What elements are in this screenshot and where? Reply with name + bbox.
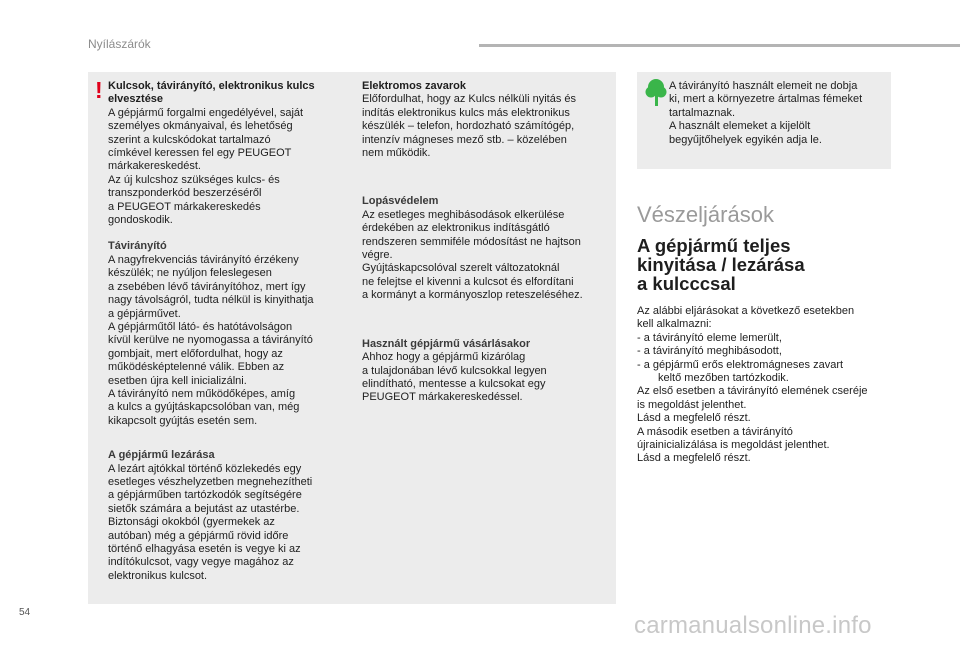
header-rule xyxy=(479,44,960,47)
environment-text-block xyxy=(669,80,887,147)
used-vehicle-heading: Használt gépjármű vásárlásakor xyxy=(362,337,531,350)
electrical-interference-text: Előfordulhat, hogy az Kulcs nélküli nyitás és indítás elektronikus kulcs más elektronikus készülék – telefon, hordozható számítógép, intenzív mágneses mező stb. – közelében nem működik. xyxy=(362,93,577,160)
antitheft-text: Az esetleges meghibásodások elkerülése érdekében az elektronikus indításgátló rendszeren semmiféle módosítást ne hajtson végre. Gyújtáskapcsolóval szerelt változatoknál ne felejtse el kivenni a kulcsot és elfordítani a kormányt a kormányoszlop reteszeléséhez. xyxy=(362,208,583,302)
leaf-icon xyxy=(645,78,667,106)
emergency-intro: Az alábbi eljárásokat a következő esetekben kell alkalmazni: xyxy=(637,305,855,331)
lost-keys-text: A gépjármű forgalmi engedélyével, saját személyes okmányaival, és lehetőség szerint a kulcskódokat tartalmazó címkével keressen fel egy PEUGEOT márkakereskedést. Az új kulcshoz szükséges kulcs- és transzponderkód beszerzéséről a PEUGEOT márkakereskedés gondoskodik. xyxy=(108,106,304,227)
emergency-item-3: - a gépjármű erős elektromágneses zavart keltő mezőben tartózkodik. xyxy=(637,358,844,385)
antitheft-heading: Lopásvédelem xyxy=(362,195,439,208)
remote-heading: Távirányító xyxy=(108,240,167,253)
remote-text: A nagyfrekvenciás távirányító érzékeny készülék; ne nyúljon feleslegesen a zsebében lévő távirányítóhoz, mert így nagy távolságról, tudta nélkül is kinyithatja a gépjárművet. A gépjárműtől látó- és hatótávolságon kívül kerülve ne nyomogassa a távirányító gombjait, mert előfordulhat, hogy az működésképtelenné válik. Ebben az esetben újra kell inicializálni. A távirányító nem működőképes, amíg a kulcs a gyújtáskapcsolóban van, még kikapcsolt gyújtás esetén sem. xyxy=(108,253,314,427)
page-number: 54 xyxy=(19,607,31,618)
locking-heading: A gépjármű lezárása xyxy=(108,449,215,462)
locking-text: A lezárt ajtókkal történő közlekedés egy esetleges vészhelyzetben megnehezítheti a gépjárműben tartózkodók segítségére sietők számára a bejutást az utastérbe. Biztonsági okokból (gyermekek az autóban) még a gépjármű rövid időre történő elhagyása esetén is vegye ki az indítókulcsot, vagy vegye magához az elektronikus kulcsot. xyxy=(108,462,313,582)
section-header: Nyílászárók xyxy=(88,37,151,51)
emergency-item-2: - a távirányító meghibásodott, xyxy=(637,345,782,358)
emergency-item-1: - a távirányító eleme lemerült, xyxy=(637,331,782,344)
exclamation-icon: ! xyxy=(95,77,103,103)
emergency-section-title: Vészeljárások xyxy=(637,202,774,227)
emergency-subtitle: A gépjármű teljes kinyitása / lezárása a kulcccsal xyxy=(637,235,805,294)
emergency-text-block xyxy=(637,305,891,466)
electrical-interference-heading: Elektromos zavarok xyxy=(362,80,466,92)
lost-keys-heading: Kulcsok, távirányító, elektronikus kulcs elvesztése xyxy=(108,80,315,106)
warning-column-2 xyxy=(362,80,608,405)
used-vehicle-text: Ahhoz hogy a gépjármű kizárólag a tulajdonában lévő kulcsokkal legyen elindítható, mentesse a kulcsokat egy PEUGEOT márkakereskedéssel. xyxy=(362,351,547,404)
environment-text: A távirányító használt elemeit ne dobja ki, mert a környezetre ártalmas fémeket tartalmaznak. A használt elemeket a kijelölt begyűjtőhelyek egyikén adja le. xyxy=(669,80,863,146)
warning-column-1 xyxy=(108,80,344,583)
emergency-outro: Az első esetben a távirányító elemének cseréje is megoldást jelenthet. Lásd a megfelelő részt. A második esetben a távirányító újrainicializálása is megoldást jelenthet. Lásd a megfelelő részt. xyxy=(637,385,868,465)
watermark: carmanualsonline.info xyxy=(634,612,872,639)
